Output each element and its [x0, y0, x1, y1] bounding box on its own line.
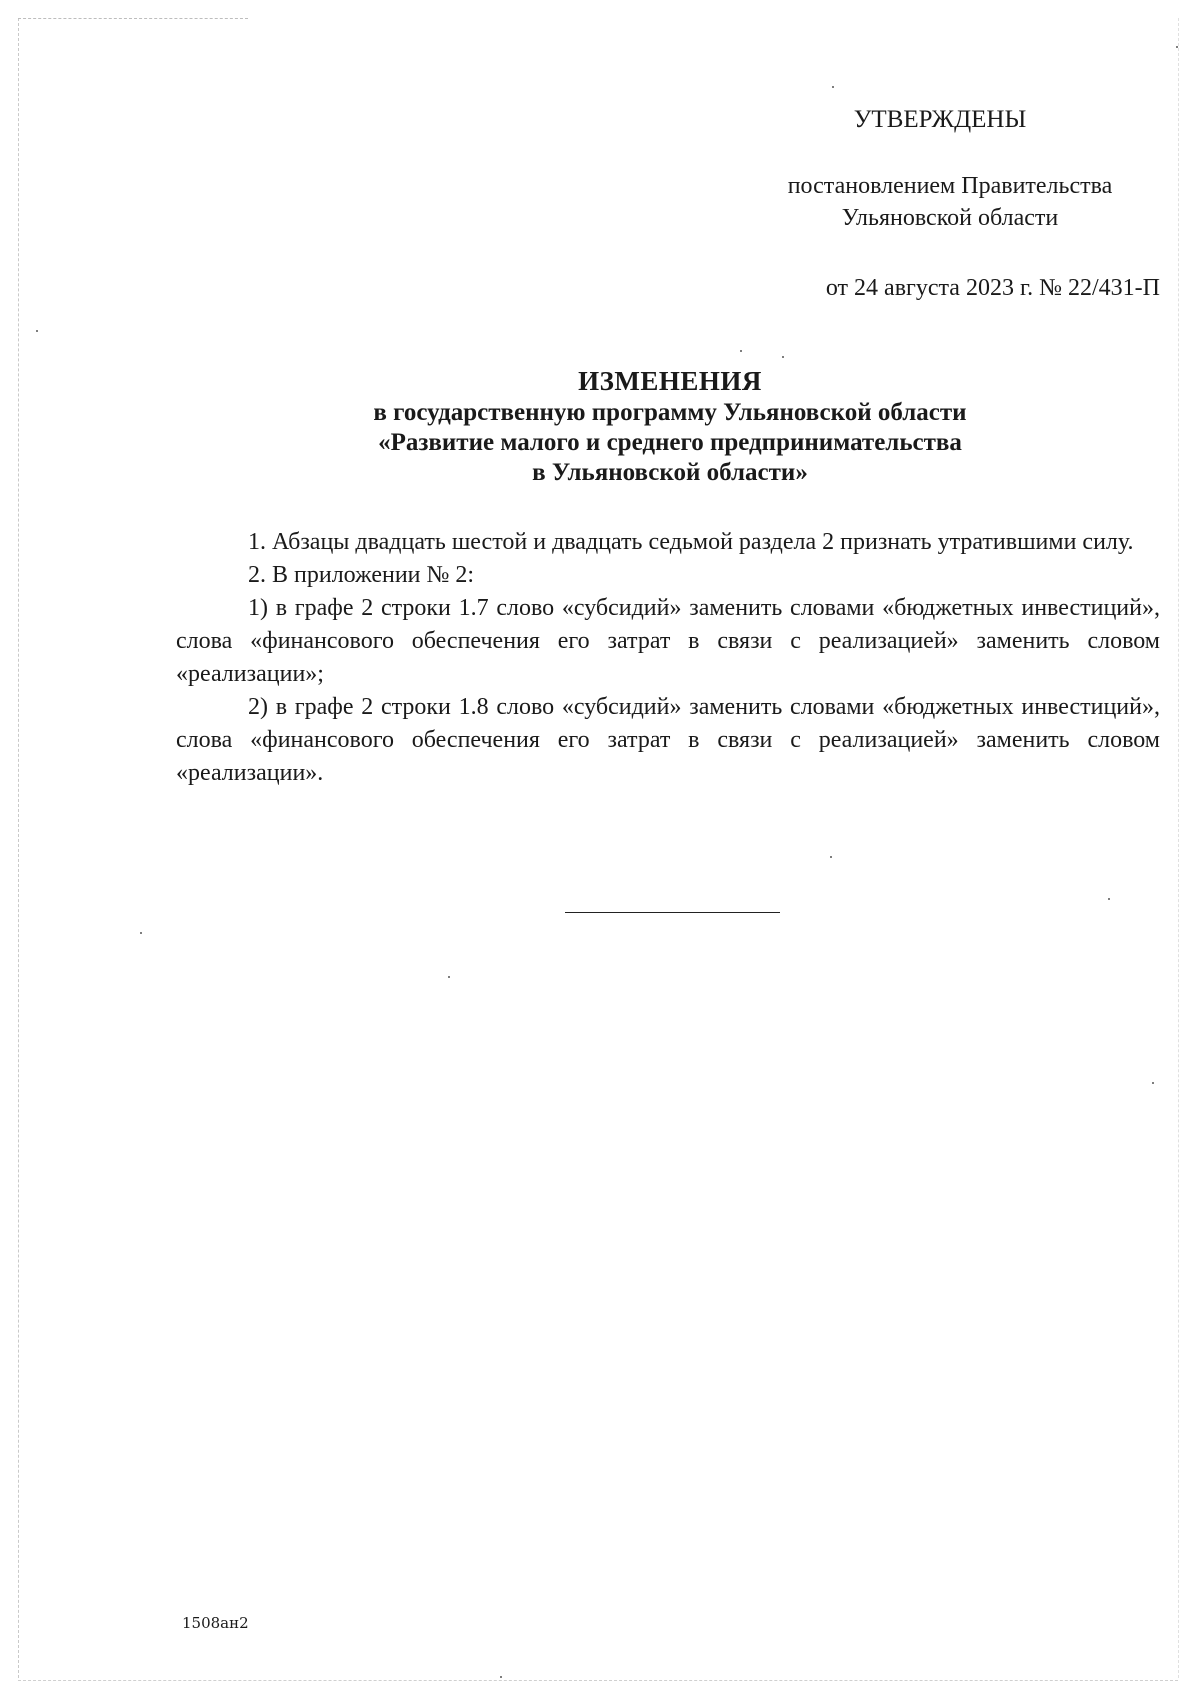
footer-code: 1508ан2 — [182, 1614, 249, 1632]
scan-speck — [1176, 46, 1178, 48]
scan-border-right — [1178, 18, 1179, 1678]
title-main: ИЗМЕНЕНИЯ — [578, 366, 762, 396]
body-paragraph: 2) в графе 2 строки 1.8 слово «субсидий» заменить словами «бюджетных инвестиций», слова «финансового обеспечения его затрат в связи с реализацией» заменить словом «реализации». — [176, 694, 1160, 786]
scan-speck — [830, 856, 832, 858]
body-paragraph: 1. Абзацы двадцать шестой и двадцать седьмой раздела 2 признать утратившими силу. — [248, 529, 1134, 555]
approved-by-line: постановлением Правительства — [787, 173, 1113, 199]
scan-border-left — [18, 18, 19, 1678]
title-line: в Ульяновской области» — [532, 459, 808, 486]
scan-speck — [140, 932, 142, 934]
title-line: «Развитие малого и среднего предпринимательства — [378, 429, 962, 456]
scan-border-bottom — [18, 1680, 1178, 1681]
document-body — [176, 526, 1160, 790]
scan-speck — [1152, 1082, 1154, 1084]
approved-heading: УТВЕРЖДЕНЫ — [853, 106, 1027, 133]
end-separator-line — [565, 912, 780, 913]
approval-date: от 24 августа 2023 г. № 22/431-П — [825, 275, 1160, 301]
scan-speck — [782, 356, 784, 358]
scan-speck — [36, 330, 38, 332]
body-paragraph: 2. В приложении № 2: — [248, 562, 475, 588]
body-paragraph: 1) в графе 2 строки 1.7 слово «субсидий» заменить словами «бюджетных инвестиций», слова «финансового обеспечения его затрат в связи с реализацией» заменить словом «реализации»; — [176, 595, 1160, 687]
approved-by-line: Ульяновской области — [841, 205, 1059, 231]
scan-speck — [832, 86, 834, 88]
scan-speck — [448, 976, 450, 978]
scan-speck — [500, 1676, 502, 1678]
scan-border-top — [18, 18, 248, 19]
title-line: в государственную программу Ульяновской области — [373, 399, 967, 426]
document-title — [270, 364, 1070, 488]
scan-speck — [740, 350, 742, 352]
scan-speck — [1108, 898, 1110, 900]
approved-by-block — [760, 170, 1140, 234]
